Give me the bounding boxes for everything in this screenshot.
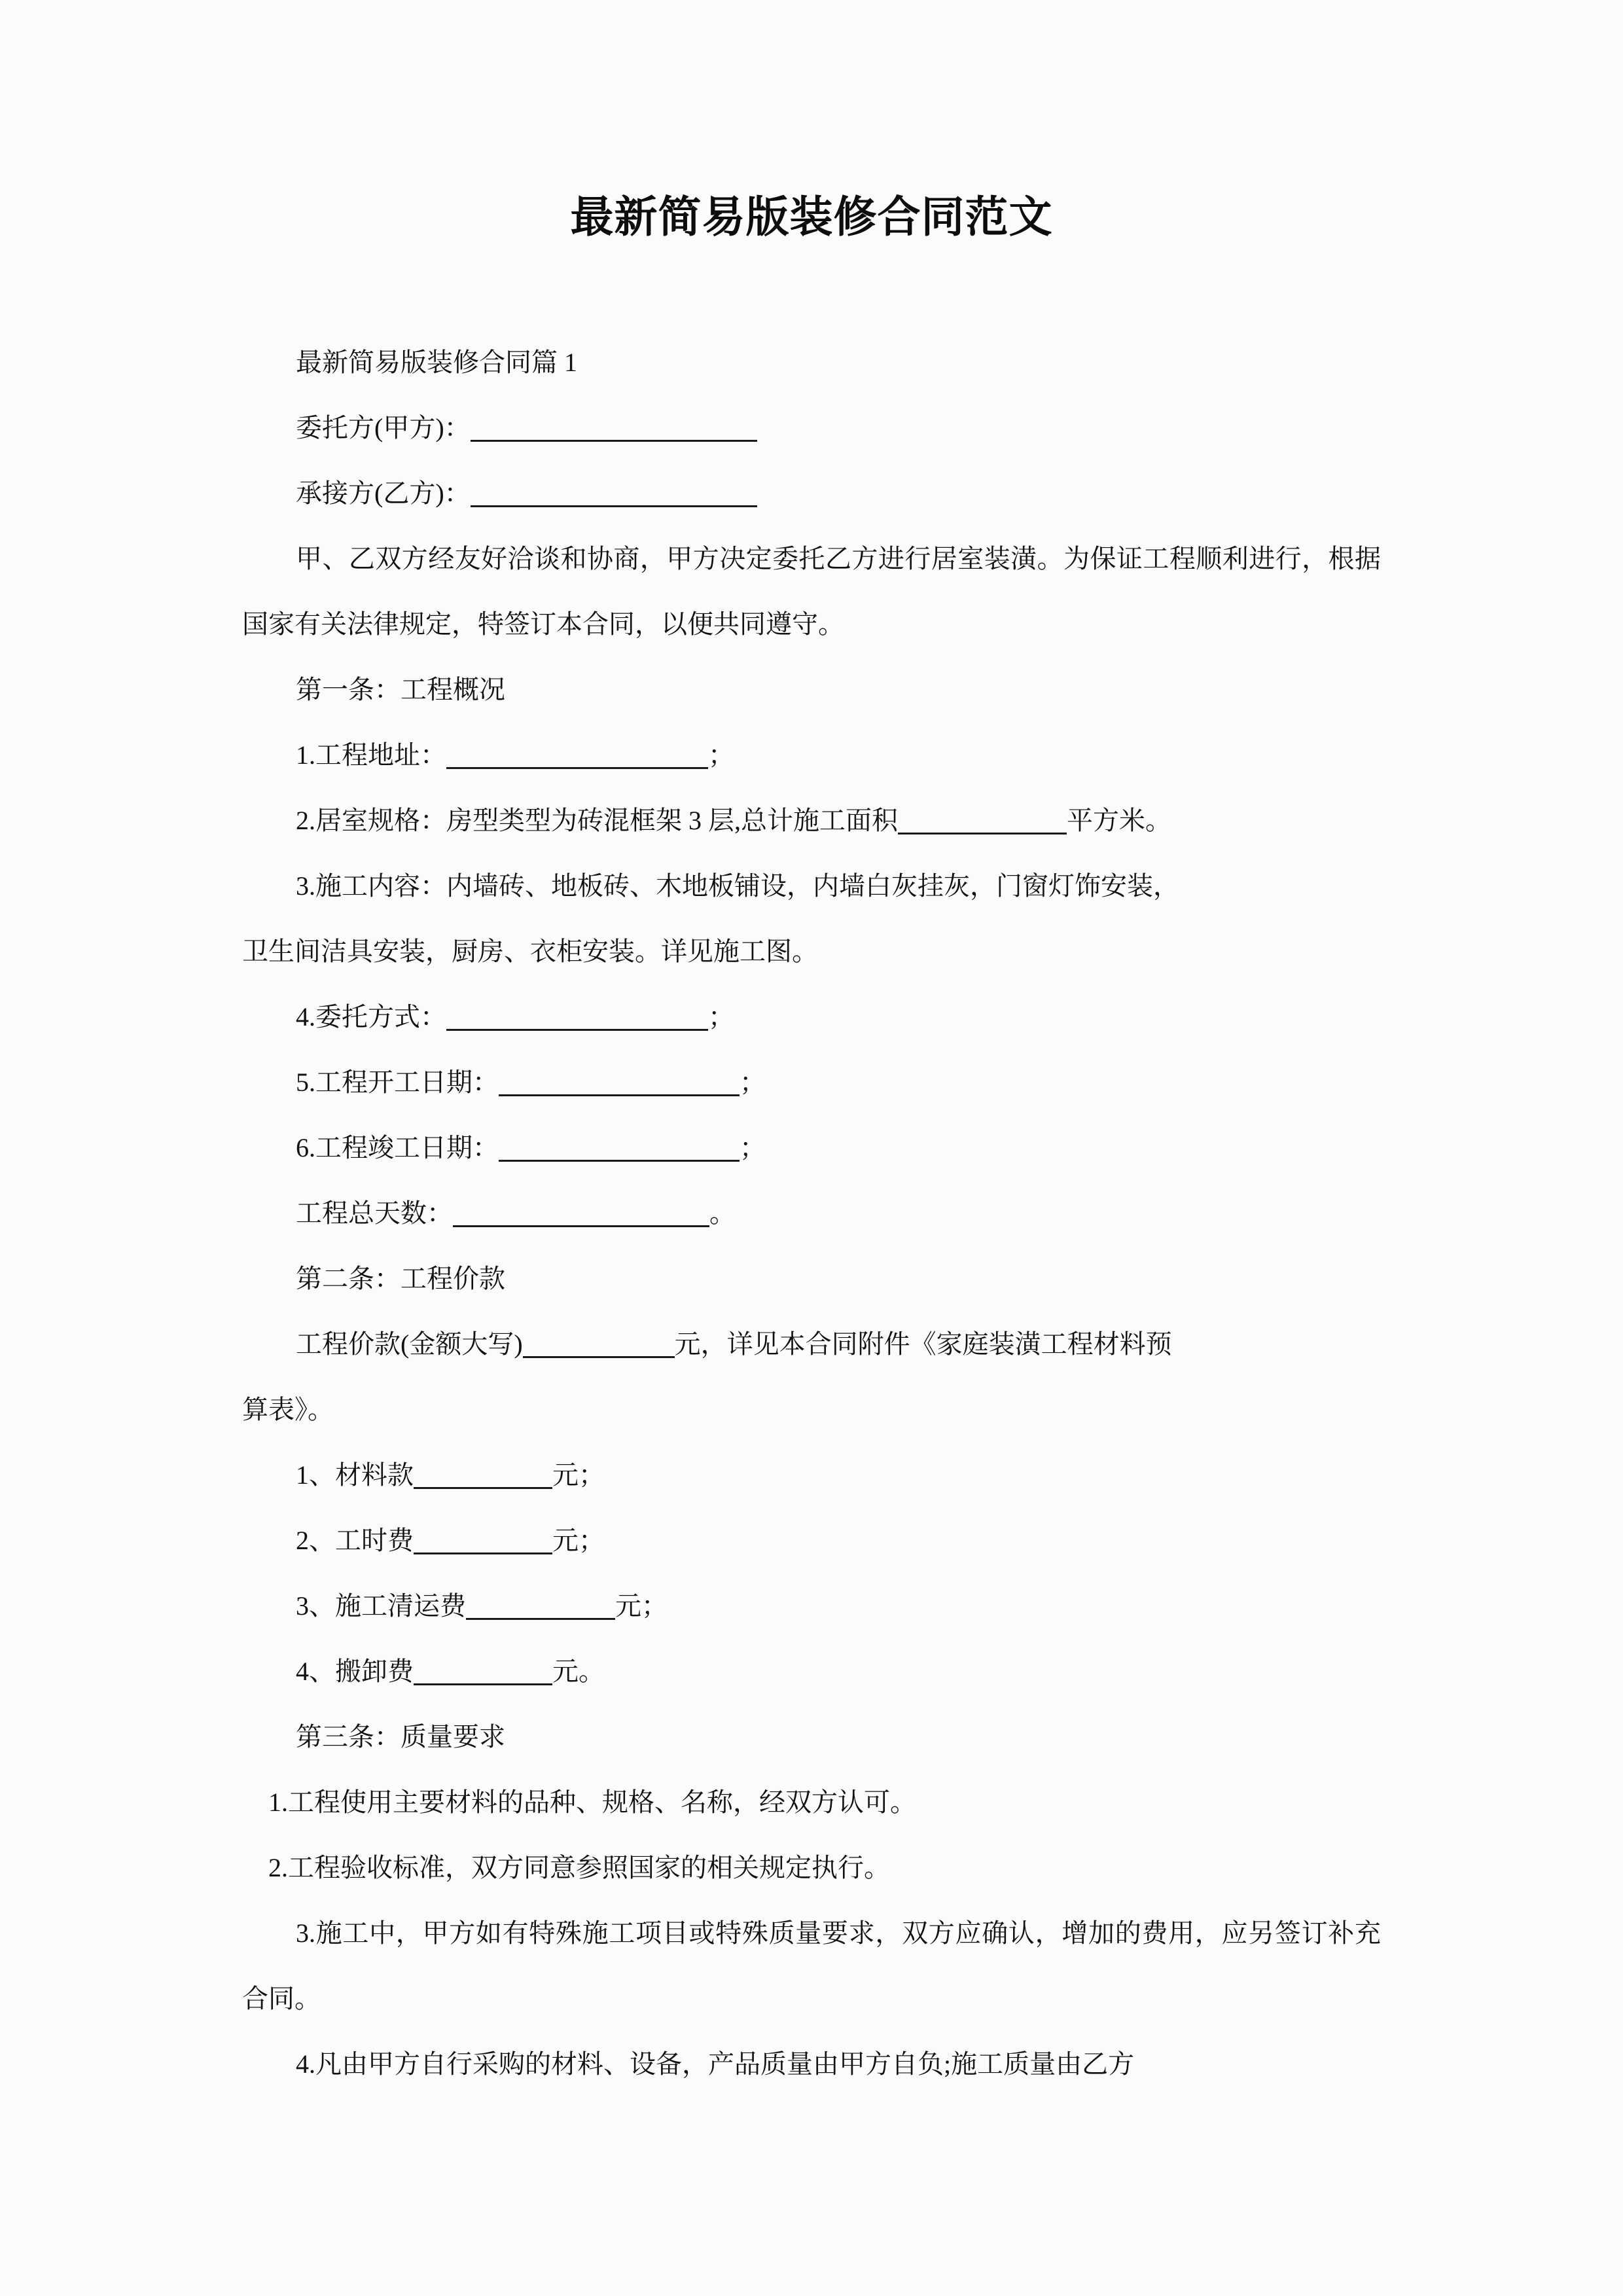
article-three-heading: 第三条：质量要求 [296,1721,505,1751]
project-address-suffix: ； [708,740,734,770]
room-spec-suffix: 平方米。 [1067,805,1171,835]
project-address-blank[interactable] [446,744,708,769]
start-date-line [242,1050,1381,1115]
article-one-heading: 第一条：工程概况 [296,674,505,704]
project-price-line [242,1312,1381,1377]
fee-unit-cleanup: 元； [615,1590,668,1621]
entrust-method-label: 4.委托方式： [296,1001,446,1031]
completion-date-label: 6.工程竣工日期： [296,1132,499,1162]
completion-date-suffix: ； [740,1132,766,1162]
fee-blank-cleanup[interactable] [466,1594,615,1620]
construction-scope-line-1: 3.施工内容：内墙砖、地板砖、木地板铺设，内墙白灰挂灰，门窗灯饰安装， [296,870,1179,901]
quality-item-2: 2.工程验收标准，双方同意参照国家的相关规定执行。 [268,1852,890,1882]
article-two-heading: 第二条：工程价款 [296,1263,505,1293]
completion-date-line [242,1115,1381,1181]
entrust-method-blank[interactable] [446,1005,708,1031]
fee-label-unloading: 4、搬卸费 [296,1656,414,1686]
fee-label-labor: 2、工时费 [296,1525,414,1555]
project-price-mid: 元，详见本合同附件《家庭装潢工程材料预 [674,1329,1172,1359]
undertaking-party-line [242,461,1381,526]
start-date-label: 5.工程开工日期： [296,1067,499,1097]
fee-unit-labor: 元； [552,1525,605,1555]
project-price-blank[interactable] [523,1333,675,1358]
room-spec-prefix: 2.居室规格：房型类型为砖混框架 3 层,总计施工面积 [296,805,898,835]
quality-item-4: 4.凡由甲方自行采购的材料、设备，产品质量由甲方自负;施工质量由乙方 [296,2049,1135,2079]
project-price-tail: 算表》。 [242,1394,334,1424]
entrust-method-suffix: ； [708,1001,734,1031]
undertaking-party-blank[interactable] [471,482,757,507]
fee-blank-labor[interactable] [414,1529,552,1554]
fee-item-cleanup [242,1573,1381,1639]
fee-blank-material[interactable] [414,1463,552,1489]
document-content [242,0,1381,2097]
page-title: 最新简易版装修合同范文 [570,194,1053,242]
entrusting-party-blank[interactable] [471,416,757,442]
section-heading: 最新简易版装修合同篇 1 [296,347,577,377]
completion-date-blank[interactable] [499,1136,740,1162]
construction-scope-line-2: 卫生间洁具安装，厨房、衣柜安装。详见施工图。 [242,936,818,966]
fee-unit-material: 元； [552,1460,605,1490]
fee-label-material: 1、材料款 [296,1460,414,1490]
fee-item-material [242,1443,1381,1508]
entrusting-party-label: 委托方(甲方)： [296,412,471,442]
fee-unit-unloading: 元。 [552,1656,605,1686]
start-date-suffix: ； [740,1067,766,1097]
project-address-line [242,723,1381,788]
fee-item-unloading [242,1639,1381,1704]
fee-blank-unloading[interactable] [414,1660,552,1685]
undertaking-party-label: 承接方(乙方)： [296,478,471,508]
total-days-blank[interactable] [453,1202,709,1227]
start-date-blank[interactable] [499,1071,740,1096]
fee-label-cleanup: 3、施工清运费 [296,1590,466,1621]
total-days-suffix: 。 [709,1198,736,1228]
construction-area-blank[interactable] [898,809,1067,834]
preamble-paragraph: 甲、乙双方经友好洽谈和协商，甲方决定委托乙方进行居室装潢。为保证工程顺利进行，根据国家有关法律规定，特签订本合同，以便共同遵守。 [242,543,1381,639]
room-spec-line [242,788,1381,853]
quality-item-1: 1.工程使用主要材料的品种、规格、名称，经双方认可。 [268,1787,916,1817]
entrust-method-line [242,984,1381,1050]
quality-item-3: 3.施工中，甲方如有特殊施工项目或特殊质量要求，双方应确认，增加的费用，应另签订补充合同。 [242,1918,1381,2013]
project-price-prefix: 工程价款(金额大写) [296,1329,523,1359]
total-days-line [242,1181,1381,1246]
entrusting-party-line [242,395,1381,461]
project-address-label: 1.工程地址： [296,740,446,770]
fee-item-labor [242,1508,1381,1573]
total-days-label: 工程总天数： [296,1198,453,1228]
